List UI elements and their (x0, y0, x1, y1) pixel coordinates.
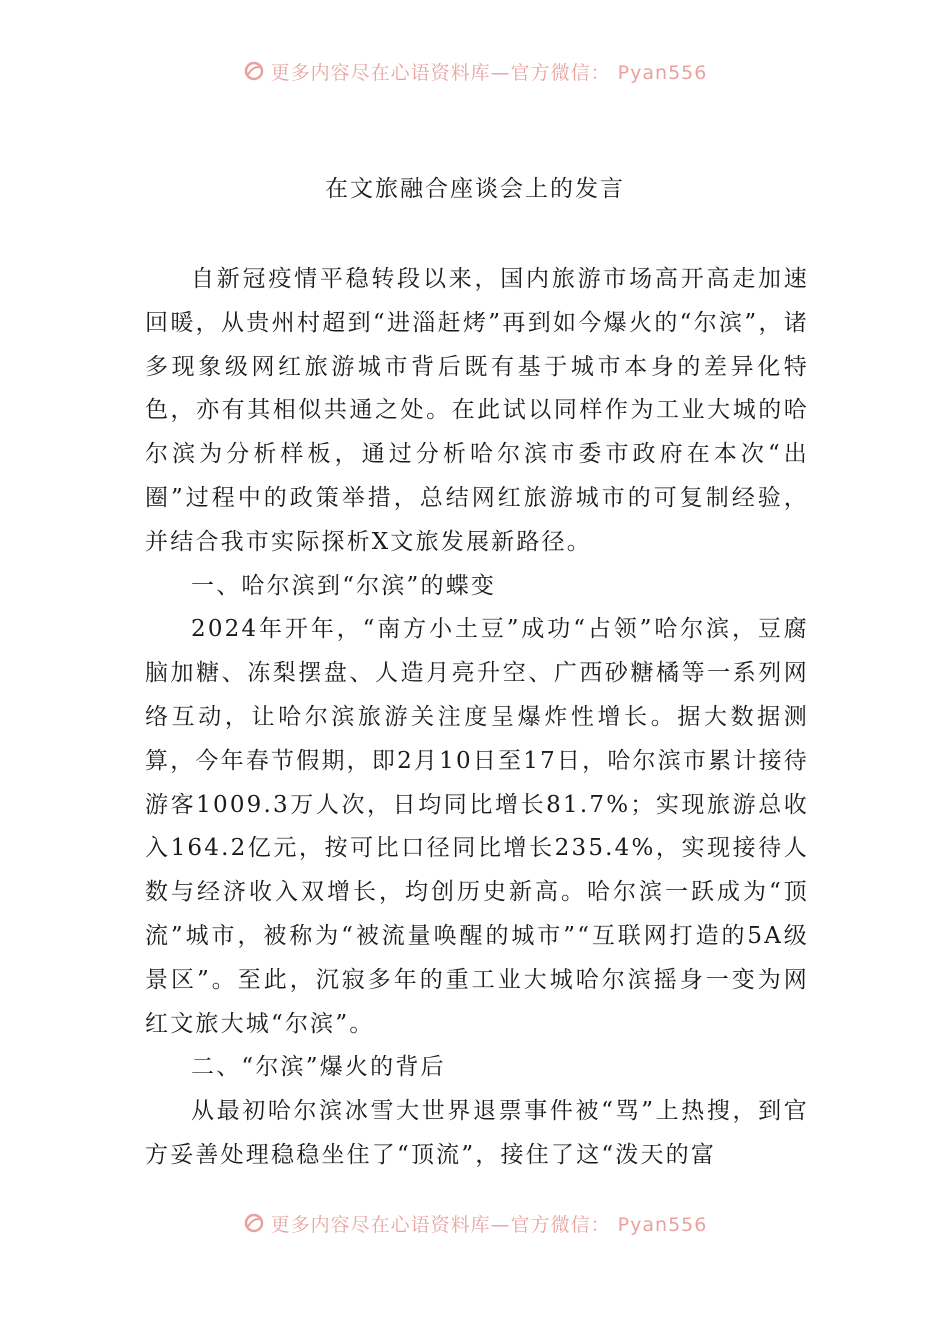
paragraph-section-2: 从最初哈尔滨冰雪大世界退票事件被“骂”上热搜，到官方妥善处理稳稳坐住了“顶流”，接住了这“泼天的富 (145, 1098, 809, 1168)
watermark-footer (0, 1208, 950, 1238)
section-heading-1: 一、哈尔滨到“尔滨”的蝶变 (191, 572, 497, 599)
paragraph-intro: 自新冠疫情平稳转段以来，国内旅游市场高开高走加速回暖，从贵州村超到“进淄赶烤”再到如今爆火的“尔滨”，诸多现象级网红旅游城市背后既有基于城市本身的差异化特色，亦有其相似共通之处。在此试以同样作为工业大城的哈尔滨为分析样板，通过分析哈尔滨市委市政府在本次“出圈”过程中的政策举措，总结网红旅游城市的可复制经验，并结合我市实际探析X文旅发展新路径。 (145, 266, 809, 555)
logo-icon (243, 1212, 265, 1234)
watermark-header (0, 56, 950, 86)
paragraph-section-1: 2024年开年，“南方小土豆”成功“占领”哈尔滨，豆腐脑加糖、冻梨摆盘、人造月亮升空、广西砂糖橘等一系列网络互动，让哈尔滨旅游关注度呈爆炸性增长。据大数据测算，今年春节假期，即2月10日至17日，哈尔滨市累计接待游客1009.3万人次，日均同比增长81.7%；实现旅游总收入164.2亿元，按可比口径同比增长235.4%，实现接待人数与经济收入双增长，均创历史新高。哈尔滨一跃成为“顶流”城市，被称为“被流量唤醒的城市”“互联网打造的5A级景区”。至此，沉寂多年的重工业大城哈尔滨摇身一变为网红文旅大城“尔滨”。 (145, 616, 809, 1037)
watermark-text: 更多内容尽在心语资料库—官方微信： Pyan556 (270, 61, 708, 84)
section-heading-2: 二、“尔滨”爆火的背后 (191, 1054, 446, 1081)
watermark-text: 更多内容尽在心语资料库—官方微信： Pyan556 (270, 1213, 708, 1236)
logo-icon (243, 60, 265, 82)
document-body (145, 258, 809, 1178)
document-title: 在文旅融合座谈会上的发言 (325, 176, 625, 202)
